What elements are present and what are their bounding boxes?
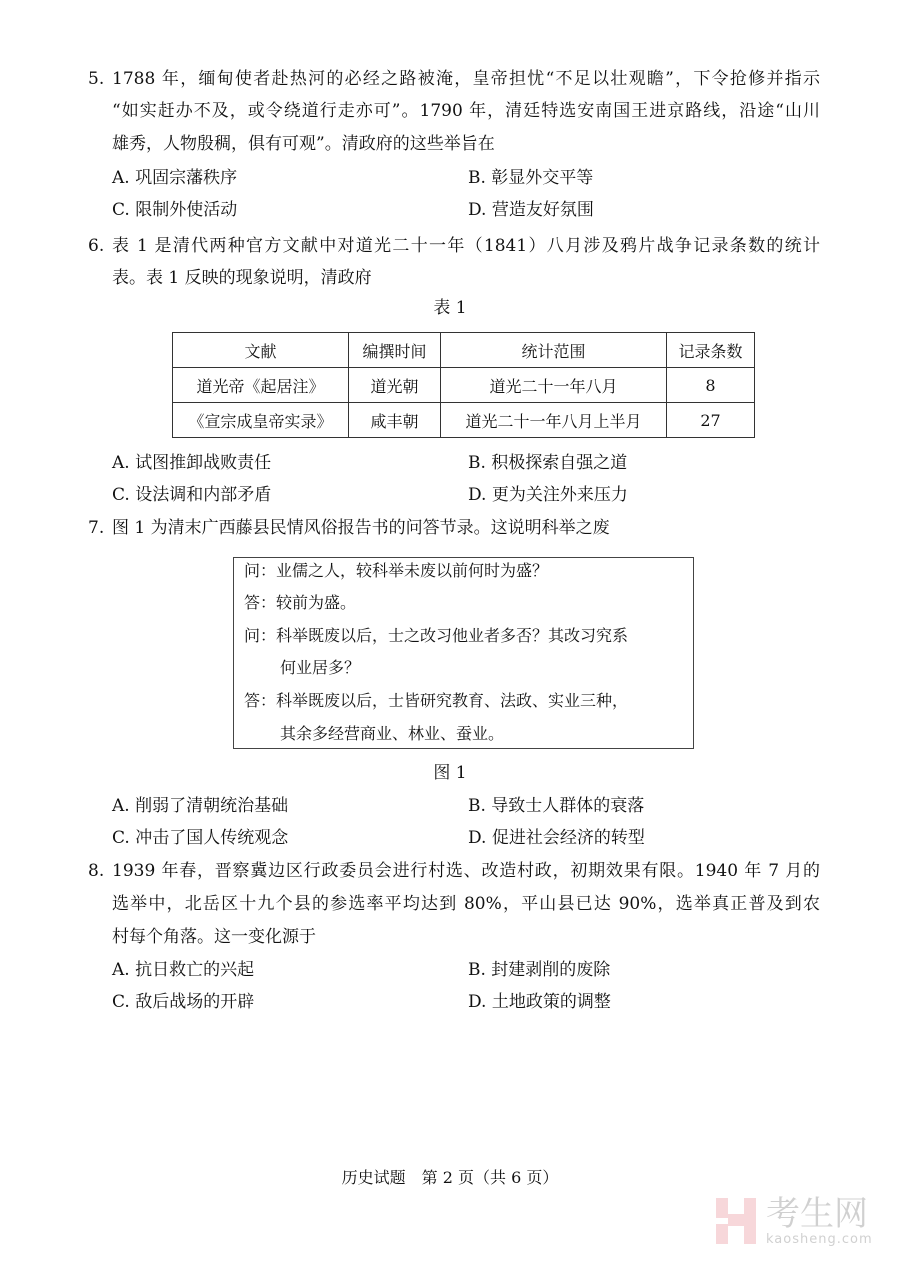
q7-line: 图 1 为清末广西藤县民情风俗报告书的问答节录。这说明科举之废 [112,518,610,538]
records-table [172,332,755,438]
figure-caption: 图 1 [433,763,467,783]
table-cell: 8 [667,368,755,403]
table-cell: 《宣宗成皇帝实录》 [173,403,349,438]
table-header: 记录条数 [667,333,755,368]
q6-option-c: C. 设法调和内部矛盾 [112,485,272,505]
table-cell: 道光二十一年八月上半月 [441,403,667,438]
table-title: 表 1 [433,298,467,318]
q6-line: 表。表 1 反映的现象说明，清政府 [112,268,372,288]
q6-option-b: B. 积极探索自强之道 [468,453,628,473]
table-header: 统计范围 [441,333,667,368]
watermark [716,1194,896,1250]
q5-number: 5. [88,69,105,89]
q8-option-c: C. 敌后战场的开辟 [112,992,255,1012]
q5-option-d: D. 营造友好氛围 [468,200,594,220]
figure-line: 问：科举既废以后，士之改习他业者多否？其改习究系 [244,626,629,645]
figure-line: 何业居多？ [280,658,361,677]
q8-number: 8. [88,861,105,881]
watermark-url: kaosheng.com [766,1232,873,1247]
q8-line: 村每个角落。这一变化源于 [112,927,316,947]
q8-line: 1939 年春，晋察冀边区行政委员会进行村选、改造村政，初期效果有限。1940 年 7 月的 [112,861,820,881]
figure-box [233,557,694,749]
table-row [173,403,755,438]
page-footer: 历史试题 第 2 页（共 6 页） [341,1168,559,1187]
watermark-logo-icon [716,1198,756,1244]
watermark-name: 考生网 [766,1194,868,1234]
q7-option-c: C. 冲击了国人传统观念 [112,828,289,848]
table-cell: 27 [667,403,755,438]
q5-line: 1788 年，缅甸使者赴热河的必经之路被淹，皇帝担忧“不足以壮观瞻”，下令抢修并指示 [112,69,820,89]
q5-option-a: A. 巩固宗藩秩序 [112,168,238,188]
q5-line: “如实赶办不及，或令绕道行走亦可”。1790 年，清廷特选安南国王进京路线，沿途“山川 [112,101,820,121]
q7-option-b: B. 导致士人群体的衰落 [468,796,645,816]
q8-option-a: A. 抗日救亡的兴起 [112,960,255,980]
table-cell: 道光二十一年八月 [441,368,667,403]
table-header-row [173,333,755,368]
figure-line: 问：业儒之人，较科举未废以前何时为盛？ [244,561,549,580]
table-header: 编撰时间 [349,333,441,368]
q6-option-d: D. 更为关注外来压力 [468,485,628,505]
figure-line: 答：较前为盛。 [244,593,357,612]
table-row [173,368,755,403]
q7-option-a: A. 削弱了清朝统治基础 [112,796,289,816]
table-cell: 道光帝《起居注》 [173,368,349,403]
q8-option-b: B. 封建剥削的废除 [468,960,611,980]
q7-option-d: D. 促进社会经济的转型 [468,828,645,848]
q6-option-a: A. 试图推卸战败责任 [112,453,272,473]
q6-number: 6. [88,236,105,256]
figure-line: 答：科举既废以后，士皆研究教育、法政、实业三种， [244,691,629,710]
table-cell: 道光朝 [349,368,441,403]
table-header: 文献 [173,333,349,368]
table-cell: 咸丰朝 [349,403,441,438]
q6-line: 表 1 是清代两种官方文献中对道光二十一年（1841）八月涉及鸦片战争记录条数的统计 [112,236,820,256]
q8-line: 选举中，北岳区十九个县的参选率平均达到 80%，平山县已达 90%，选举真正普及到农 [112,894,820,914]
q5-line: 雄秀，人物殷稠，俱有可观”。清政府的这些举旨在 [112,134,495,154]
figure-line: 其余多经营商业、林业、蚕业。 [280,724,505,743]
q7-number: 7. [88,518,105,538]
q8-option-d: D. 土地政策的调整 [468,992,611,1012]
q5-option-b: B. 彰显外交平等 [468,168,594,188]
q5-option-c: C. 限制外使活动 [112,200,238,220]
